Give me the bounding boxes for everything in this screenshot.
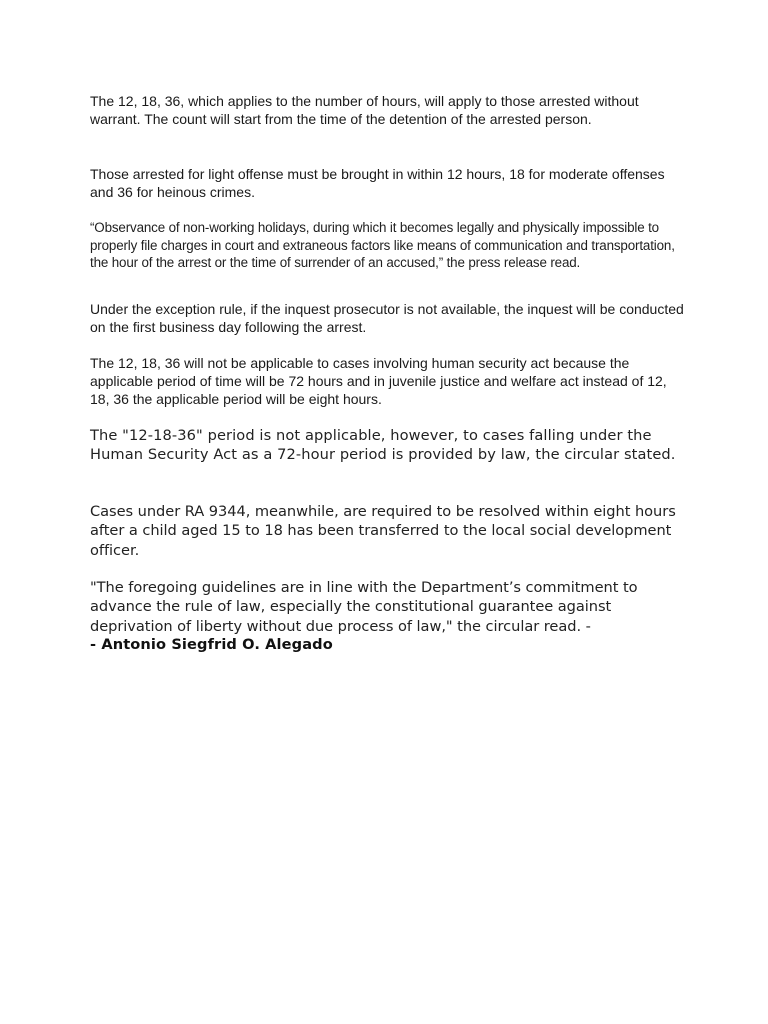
paragraph-not-applicable: The 12, 18, 36 will not be applicable to cases involving human security act because the applicable period of time will be 72 hours and in juvenile justice and welfare act instead of 12, 18, 36 the applicable period will be eight hours. <box>90 355 667 407</box>
paragraph-exception-rule: Under the exception rule, if the inquest prosecutor is not available, the inquest will be conducted on the first business day following the arrest. <box>90 301 684 335</box>
paragraph-department-commitment: "The foregoing guidelines are in line with the Department’s commitment to advance the rule of law, especially the constitutional guarantee against deprivation of liberty without due process of law," the circular read. - <box>90 579 638 635</box>
paragraph-hours-rule: The 12, 18, 36, which applies to the number of hours, will apply to those arrested without warrant. The count will start from the time of the detention of the arrested person. <box>90 93 639 127</box>
paragraph-press-release-quote: “Observance of non-working holidays, during which it becomes legally and physically impossible to properly file charges in court and extraneous factors like means of communication and transportation, the hour of the arrest or the time of surrender of an accused,” the press release read. <box>90 220 675 270</box>
paragraph-offense-timelines: Those arrested for light offense must be brought in within 12 hours, 18 for moderate offenses and 36 for heinous crimes. <box>90 166 665 200</box>
paragraph-ra-9344: Cases under RA 9344, meanwhile, are required to be resolved within eight hours after a child aged 15 to 18 has been transferred to the local social development officer. <box>90 503 676 559</box>
paragraph-human-security-act: The "12-18-36" period is not applicable, however, to cases falling under the Human Security Act as a 72-hour period is provided by law, the circular stated. <box>90 427 676 464</box>
author-byline: - Antonio Siegfrid O. Alegado <box>90 636 333 653</box>
